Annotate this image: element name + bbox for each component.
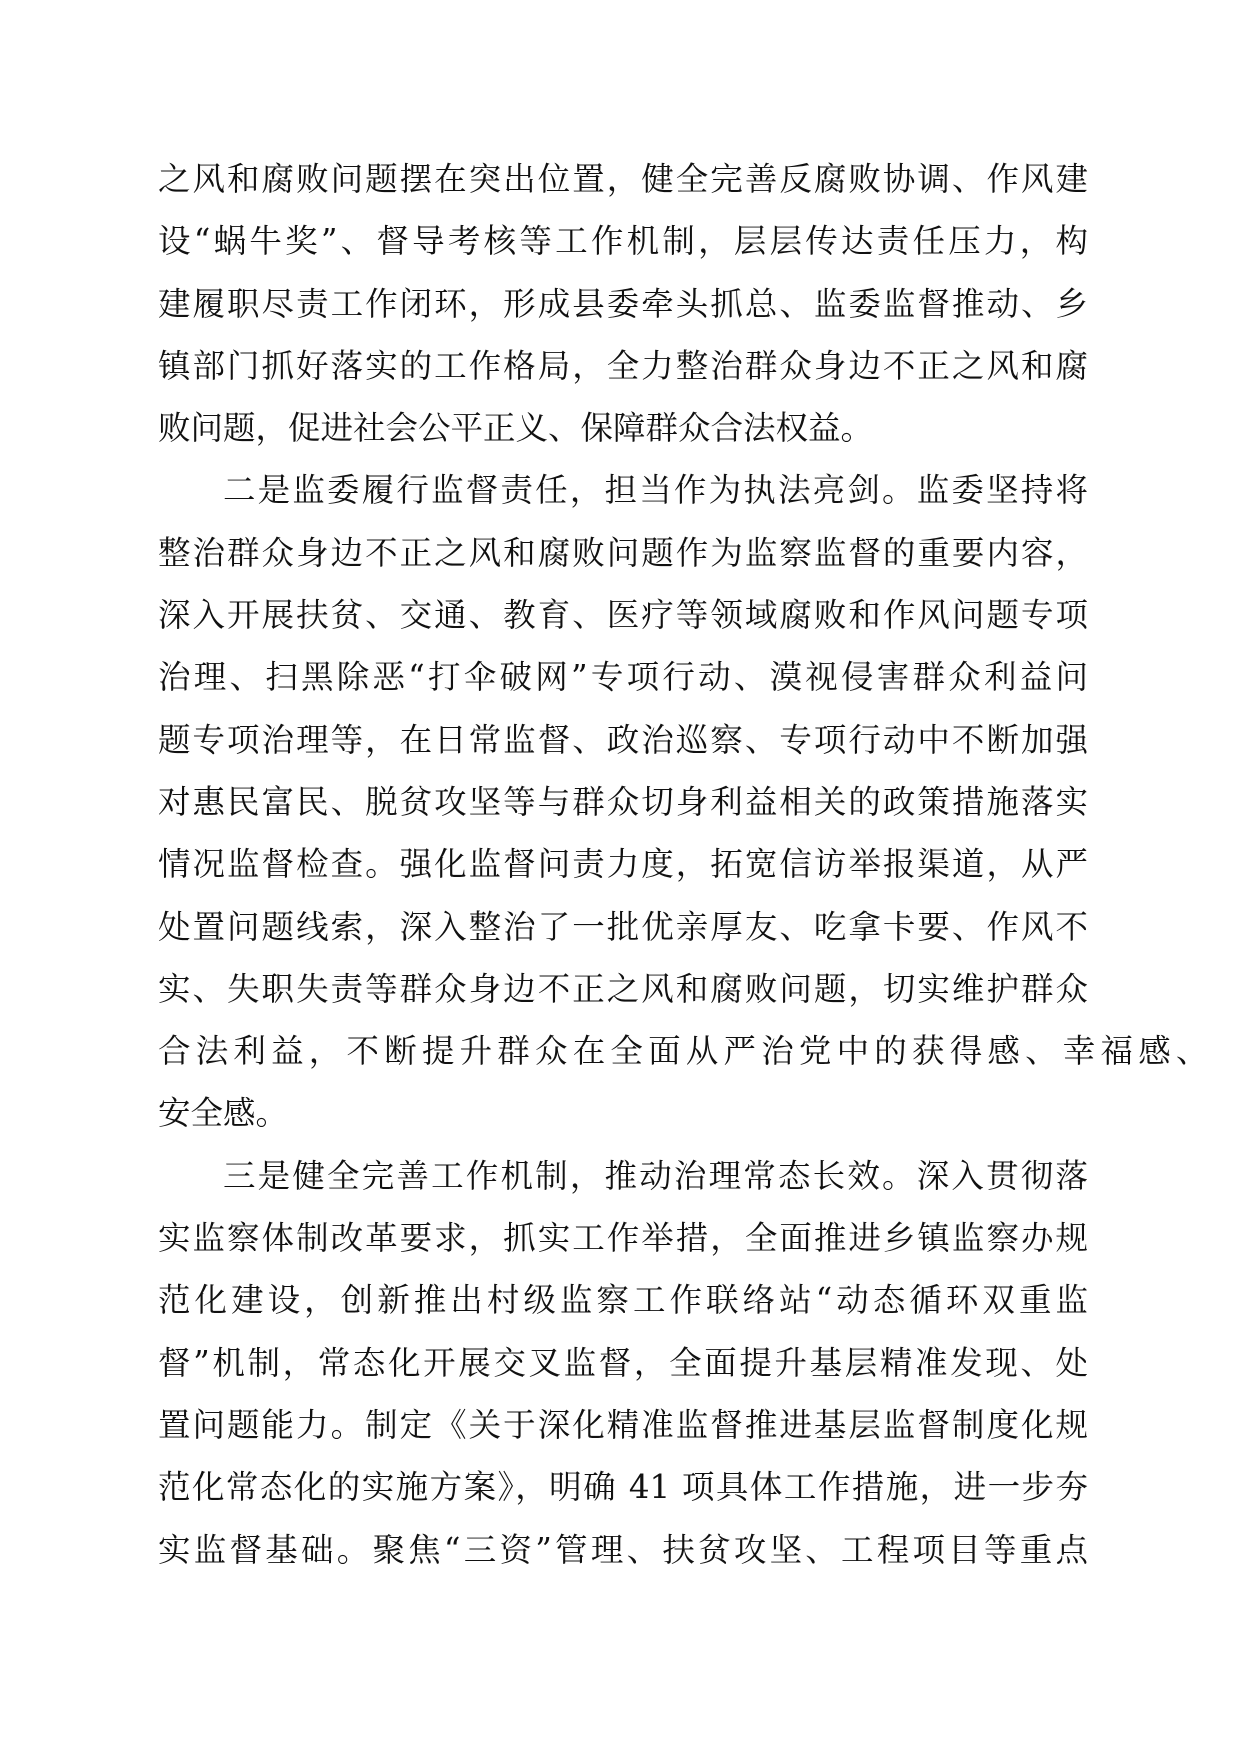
- text-line: 建履职尽责工作闭环，形成县委牵头抓总、监委监督推动、乡: [158, 284, 1088, 323]
- text-line: 实监察体制改革要求，抓实工作举措，全面推进乡镇监察办规: [158, 1219, 1088, 1258]
- text-line: 设“蜗牛奖”、督导考核等工作机制，层层传达责任压力，构: [158, 222, 1088, 261]
- text-line: 深入开展扶贫、交通、教育、医疗等领域腐败和作风问题专项: [158, 596, 1088, 635]
- text-line: 之风和腐败问题摆在突出位置，健全完善反腐败协调、作风建: [158, 160, 1088, 198]
- text-line: 置问题能力。制定《关于深化精准监督推进基层监督制度化规: [158, 1405, 1088, 1444]
- text-line: 题专项治理等，在日常监督、政治巡察、专项行动中不断加强: [158, 720, 1088, 759]
- text-line: 整治群众身边不正之风和腐败问题作为监察监督的重要内容，: [158, 533, 1088, 572]
- text-line: 范化建设，创新推出村级监察工作联络站“动态循环双重监: [158, 1281, 1088, 1320]
- text-line: 情况监督检查。强化监督问责力度，拓宽信访举报渠道，从严: [158, 845, 1088, 884]
- text-line: 治理、扫黑除恶“打伞破网”专项行动、漠视侵害群众利益问: [158, 658, 1088, 697]
- text-line: 范化常态化的实施方案》，明确 41 项具体工作措施，进一步夯: [158, 1468, 1088, 1507]
- text-line: 合法利益，不断提升群众在全面从严治党中的获得感、幸福感、: [158, 1032, 1214, 1071]
- text-line: 镇部门抓好落实的工作格局，全力整治群众身边不正之风和腐: [158, 346, 1088, 385]
- text-line: 败问题，促进社会公平正义、保障群众合法权益。: [158, 409, 874, 448]
- text-line: 安全感。: [158, 1094, 289, 1133]
- text-line: 对惠民富民、脱贫攻坚等与群众切身利益相关的政策措施落实: [158, 782, 1088, 821]
- text-line: 实、失职失责等群众身边不正之风和腐败问题，切实维护群众: [158, 969, 1088, 1008]
- text-line: 实监督基础。聚焦“三资”管理、扶贫攻坚、工程项目等重点: [158, 1530, 1088, 1569]
- document-body: [158, 148, 1214, 1581]
- text-line: 处置问题线索，深入整治了一批优亲厚友、吃拿卡要、作风不: [158, 907, 1088, 946]
- paragraph-first-line: 二是监委履行监督责任，担当作为执法亮剑。监委坚持将: [223, 471, 1088, 510]
- text-line: 督”机制，常态化开展交叉监督，全面提升基层精准发现、处: [158, 1343, 1088, 1382]
- paragraph-first-line: 三是健全完善工作机制，推动治理常态长效。深入贯彻落: [223, 1156, 1088, 1195]
